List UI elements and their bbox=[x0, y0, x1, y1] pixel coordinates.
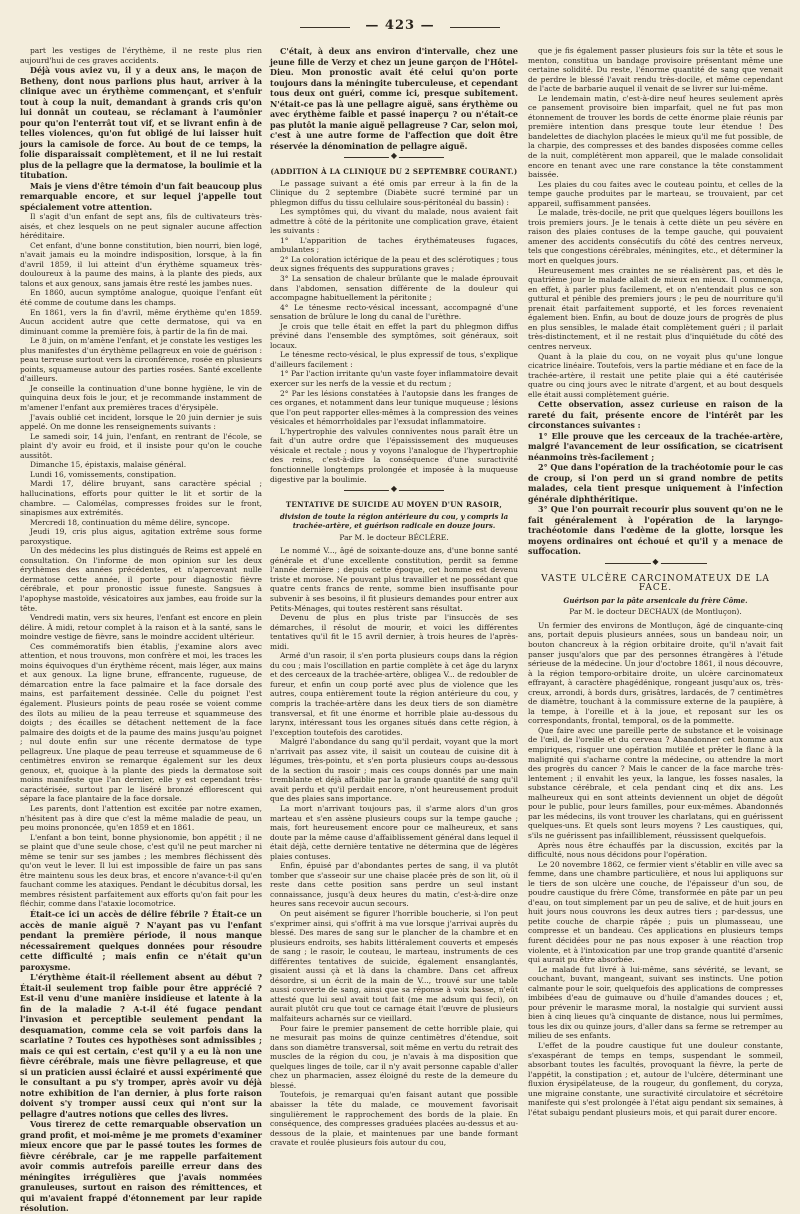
paragraph: 1° L'apparition de taches érythémateuses fugaces, ambulantes ; bbox=[270, 235, 518, 255]
paragraph: Le malade, très-docile, ne prit que quelques légers bouillons les trois premiers jours. Je le tenais à cette diète un peu sévère en raison des plaies contuses de la tempe gauche, qui pouvaient amener des accidents consécutifs du côté des centres nerveux, tels que congestions cérébrales, méningites, etc., et déterminer la mort en quelques jours. bbox=[528, 208, 783, 266]
paragraph: Vous tirerez de cette remarquable observation un grand profit, et moi-même je me promets d'examiner mieux encore que par le passé toutes les formes de fièvre cérébrale, car je me rappelle parfaitement avoir commis autrefois pareille erreur dans des méningites irrégulières que j'avais nommées granuleuses, surtout en raison des rémittences, et qui m'avaient frappé d'étonnement par leur rapide résolution. bbox=[20, 1119, 262, 1214]
paragraph: L'hypertrophie des valvules conniventes nous paraît être un fait d'un autre ordre que l'épaississement des muqueuses vésicale et rectale ; nous y voyons l'analogue de l'hypertrophie des reins, c'est-à-dire la conséquence d'une suractivité fonctionnelle longtemps prolongée et imposée à la muqueuse digestive par la boulimie. bbox=[270, 426, 518, 484]
paragraph: Vendredi matin, vers six heures, l'enfant est encore en plein délire. À midi, retour complet à la raison et à la santé, sans le moindre vestige de fièvre, sans le moindre accident ultérieur. bbox=[20, 613, 262, 642]
paragraph: Armé d'un rasoir, il s'en porta plusieurs coups dans la région du cou ; mais l'oscillation en partie complète à cet âge du larynx et des cerceaux de la trachée-artère, obligea V... de redoubler de fureur, et enfin un coup porté avec plus de violence que les autres, coupa entièrement toute la région antérieure du cou, y compris la trachée-artère dans les deux tiers de son diamètre transversal, et fit une énorme et horrible plaie au-dessous du larynx, intéressant tous les organes situés dans cette région, à l'exception toutefois des carotides. bbox=[270, 651, 518, 737]
paragraph: Lundi 16, vomissements, constipation. bbox=[30, 469, 177, 479]
paragraph: L'effet de la poudre caustique fut une douleur constante, s'exaspérant de temps en temps, suspendant le sommeil, absorbant toutes les facultés, provoquant la fièvre, la perte de l'appétit, la constipation ; et, autour de l'ulcère, déterminant une fluxion érysipélateuse, de la rougeur, du gonflement, du coryza, une migraine constante, une suractivité circulatoire et sécrétoire manifeste qui s'est prolongée à l'état aigu pendant six semaines, à l'état subaigu pendant plusieurs mois, et qui parait durer encore. bbox=[528, 1040, 783, 1117]
section-heading: TENTATIVE DE SUICIDE AU MOYEN D'UN RASOIR, bbox=[285, 500, 503, 510]
paragraph: La mort n'arrivant toujours pas, il s'arme alors d'un gros marteau et s'en assène plusieurs coups sur la tempe gauche ; mais, fort heureusement encore pour ce malheureux, et sans doute par la même cause d'affaiblissement général dans lequel il était déjà, cette dernière tentative ne détermina que de légères plaies contuses. bbox=[270, 804, 518, 861]
paragraph: 1° Elle prouve que les cerceaux de la trachée-artère, malgré l'avancement de leur ossification, se cicatrisent néanmoins très-facilement ; bbox=[528, 430, 783, 462]
paragraph: Toutefois, je remarquai qu'en faisant autant que possible abaisser la tête du malade, ce mouvement favorisait singulièrement le rapprochement des bords de la plaie. En conséquence, des compresses graduées placées au-dessus et au-dessous de la plaie, et maintenues par une bande formant cravate et roulée plusieurs fois autour du cou, bbox=[270, 1090, 518, 1148]
section-separator bbox=[270, 151, 518, 163]
paragraph: Les symptômes qui, du vivant du malade, nous avaient fait admettre à côté de la péritonite une complication grave, étaient les suivants : bbox=[270, 207, 518, 236]
paragraph: L'enfant a bon teint, bonne physionomie, bon appétit ; il ne se plaint que d'une seule chose, c'est qu'il ne peut marcher ni même se tenir sur ses jambes ; les membres fléchissent dès qu'on veut le lever. Il lui est impossible de faire un pas sans être maintenu sous les deux bras, et encore n'avance-t-il qu'en fauchant comme les ataxiques. Pendant le décubitus dorsal, les membres résistent parfaitement aux efforts qu'on fait pour les fléchir, comme dans l'ataxie locomotrice. bbox=[20, 832, 262, 909]
paragraph: Je conseille la continuation d'une bonne hygiène, le vin de quinquina deux fois le jour, et je recommande instamment de m'amener l'enfant aux premières traces d'érysipèle. bbox=[20, 383, 262, 413]
paragraph: Le lendemain matin, c'est-à-dire neuf heures seulement après ce pansement provisoire bien imparfait, quel ne fut pas mon étonnement de trouver les bords de cette énorme plaie réunis par première intention dans presque toute leur étendue ! Des bandelettes de diachylon placées le mieux qu'il me fut possible, de la charpie, des compresses et des bandes disposées comme celles de la nuit, complétèrent mon appareil, que le malade consolidait encore en tenant avec une rare constance la tête constamment baissée. bbox=[528, 93, 783, 180]
paragraph: Les parents, dont l'attention est excitée par notre examen, n'hésitent pas à dire que c'est la même maladie de peau, un peu moins prononcée, qu'en 1859 et en 1861. bbox=[20, 804, 262, 833]
paragraph: Le samedi soir, 14 juin, l'enfant, en rentrant de l'école, se plaint d'y avoir eu froid, et il insiste pour qu'on le couche aussitôt. bbox=[20, 431, 262, 460]
paragraph: Il s'agit d'un enfant de sept ans, fils de cultivateurs très-aisés, et chez lesquels on ne peut signaler aucune affection héréditaire. bbox=[20, 212, 262, 241]
page-number: — 423 — bbox=[365, 18, 435, 33]
paragraph: Ces commémoratifs bien établis, j'examine alors avec attention, et nous trouvons, mon confrère et moi, les traces les moins équivoques d'un érythème récent, mais léger, aux mains et aux genoux. La ligne brune, effrancente, rugueuse, de démarcation entre la face palmaire et la face dorsale des mains, est parfaitement dessinée. Celle du poignet l'est également. Plusieurs points de peau rosée se voient comme des îlots au milieu de la peau terreuse et squammeuse des doigts ; des écailles se détachent nettement de la face palmaire des doigts et de la paume des mains jusqu'au poignet ; nul doute enfin sur une récente dermatose de type pellagreux. Une plaque de peau terreuse et squammeuse de 6 centimètres environ se remarque également sur les deux genoux, et, quoique à la plante des pieds la dermatose soit moins manifeste que l'an dernier, elle y est cependant très-caractérisée, surtout par le liséré bronzé efflorescent qui sépare la face plantaire de la face dorsale. bbox=[20, 641, 262, 804]
paragraph: Le malade fut livré à lui-même, sans sévérité, se levant, se couchant, buvant, mangeant, suivant ses instincts. Une potion calmante pour le soir, quelquefois des applications de compresses imbibées d'eau de guimauve ou d'huile d'amandes douces ; et, pour prévenir le marasme moral, la nostalgie qui survient aussi bien à cinq lieues qu'à cinquante de distance, nous lui permîmes, tous les dix ou quinze jours, d'aller dans sa ferme se retremper au milieu de ses enfants. bbox=[528, 964, 783, 1041]
paragraph: Quant à la plaie du cou, on ne voyait plus qu'une longue cicatrice linéaire. Toutefois, vers la partie médiane et en face de la trachée-artère, il restait une petite plaie qui a été cautérisée quatre ou cinq jours avec le nitrate d'argent, et au bout desquels elle était aussi complètement guérie. bbox=[528, 351, 783, 399]
paragraph: Mardi 17, délire bruyant, sans caractère spécial ; hallucinations, efforts pour quitter le lit et sortir de la chambre. — Calomélas, compresses froides sur le front, sinapismes aux extrémités. bbox=[20, 479, 262, 518]
paragraph: En 1860, aucun symptôme analogue, quoique l'enfant eût été comme de coutume dans les champs. bbox=[20, 288, 262, 308]
article-subtitle: division de toute la région antérieure du cou, y compris la trachée-artère, et guérison radicale en douze jours. bbox=[279, 511, 509, 531]
paragraph: Malgré l'abondance du sang qu'il perdait, voyant que la mort n'arrivait pas assez vite, il saisit un couteau de cuisine dit à légumes, très-pointu, et s'en porta plusieurs coups au-dessous de la section du rasoir ; mais ces coups donnés par une main tremblante et déjà affaiblie par la grande quantité de sang qu'il avait perdu et qu'il perdait encore, n'ont heureusement produit que des plaies sans importance. bbox=[270, 737, 518, 804]
header-rule-right bbox=[450, 27, 500, 28]
paragraph: 4° Le ténesme recto-vésical incessant, accompagné d'une sensation de brûlure le long du canal de l'urèthre. bbox=[270, 302, 518, 322]
paragraph: Enfin, épuisé par d'abondantes pertes de sang, il va plutôt tomber que s'asseoir sur une chaise placée près de son lit, où il reste dans cette position sans perdre un seul instant connaissance, jusqu'à deux heures du matin, c'est-à-dire onze heures sans recevoir aucun secours. bbox=[270, 861, 518, 909]
paragraph: Devenu de plus en plus triste par l'insuccès de ses démarches, il résolut de mourir, et voici les différentes tentatives qu'il fit le 15 avril dernier, à trois heures de l'après-midi. bbox=[270, 613, 518, 651]
paragraph: L'érythème était-il réellement absent au début ? Était-il seulement trop faible pour être apprécié ? Est-il venu d'une manière insidieuse et latente à la fin de la maladie ? A-t-il été fugace pendant l'invasion et perceptible seulement pendant la desquamation, comme cela se voit parfois dans la scarlatine ? Toutes ces hypothèses sont admissibles ; mais ce qui est certain, c'est qu'il y a eu là non une fièvre cérébrale, mais une fièvre pellagreuse, et que si un praticien aussi éclairé et aussi expérimenté que le consultant a pu s'y tromper, après avoir vu déjà notre exhibition de l'an dernier, à plus forte raison doivent s'y tromper aussi ceux qui n'ont sur la pellagre d'autres notions que celles des livres. bbox=[20, 972, 262, 1119]
paragraph: C'était, à deux ans environ d'intervalle, chez une jeune fille de Verzy et chez un jeune garçon de l'Hôtel-Dieu. Mon pronostic avait été celui qu'on porte toujours dans la méningite tuberculeuse, et cependant tous deux ont guéri, comme ici, presque subitement. N'était-ce pas là une pellagre aiguë, sans érythème ou avec érythème faible et passé inaperçu ? ou n'était-ce pas plutôt la manie aiguë pellagreuse ? Car, selon moi, c'est à une autre forme de l'affection que doit être réservée la dénomination de pellagre aiguë. bbox=[270, 46, 518, 151]
header-rule-left bbox=[300, 27, 350, 28]
author-line: Par M. le docteur DECHAUX (de Montluçon). bbox=[569, 607, 742, 617]
paragraph: Jeudi 19, cris plus aigus, agitation extrême sous forme paroxystique. bbox=[20, 527, 262, 546]
page-header bbox=[0, 18, 800, 40]
paragraph: 3° La sensation de chaleur brûlante que le malade éprouvait dans l'abdomen, sensation différente de la douleur qui accompagne habituellement la péritonite ; bbox=[270, 274, 518, 303]
paragraph: Je crois que telle était en effet la part du phlegmon diffus préviné dans l'ensemble des symptômes, soit généraux, soit locaux. bbox=[270, 321, 518, 350]
paragraph: 2° Que dans l'opération de la trachéotomie pour le cas de croup, si l'on perd un si grand nombre de petits malades, cela tient presque uniquement à l'infection générale diphthéritique. bbox=[528, 462, 783, 504]
paragraph: Le nommé V..., âgé de soixante-douze ans, d'une bonne santé générale et d'une excellente constitution, perdit sa femme l'année dernière ; depuis cette époque, cet homme est devenu triste et morose. Ne pouvant plus travailler et ne possédant que quatre cents francs de rente, somme bien insuffisante pour subvenir à ses besoins, il fit plusieurs demandes pour entrer aux Petits-Ménages, qui toutes restèrent sans résultat. bbox=[270, 546, 518, 613]
author-line: Par M. le docteur BÉCLÈRE. bbox=[339, 532, 449, 542]
paragraph: 1° Par l'action irritante qu'un vaste foyer inflammatoire devait exercer sur les nerfs de la vessie et du rectum ; bbox=[270, 369, 518, 389]
paragraph: Dimanche 15, épistaxis, malaise général. bbox=[30, 460, 187, 470]
paragraph: Pour faire le premier pansement de cette horrible plaie, qui ne mesurait pas moins de quinze centimètres d'étendue, soit dans son diamètre transversal, soit même en vertu du retrait des muscles de la région du cou, je n'avais à ma disposition que quelques linges de toile, car il n'y avait personne capable d'aller chez un pharmacien, assez éloigné du reste de la demeure du blessé. bbox=[270, 1023, 518, 1090]
paragraph: En 1861, vers la fin d'avril, même érythème qu'en 1859. Aucun accident autre que cette dermatose, qui va en diminuant comme la première fois, à partir de la fin de mai. bbox=[20, 307, 262, 336]
paragraph: 2° La coloration ictérique de la peau et des sclérotiques ; tous deux signes fréquents des suppurations graves ; bbox=[270, 254, 518, 274]
article-subtitle: Guérison par la pâte arsenicale du frère Côme. bbox=[563, 595, 748, 605]
column-3 bbox=[528, 46, 783, 1146]
paragraph: que je fis également passer plusieurs fois sur la tête et sous le menton, constitua un bandage provisoire présentant même une certaine solidité. Du reste, l'énorme quantité de sang que venait de perdre le blessé l'avait rendu très-docile, et même cependant de l'acte de barbarie auquel il venait de se livrer sur lui-même. bbox=[528, 46, 783, 94]
paragraph: Un fermier des environs de Montluçon, âgé de cinquante-cinq ans, portait depuis plusieurs années, sous un bandeau noir, un bouton chancreux à la région orbitaire droite, qu'il n'avait fait panser jusqu'alors que par des personnes étrangères à l'étude sérieuse de la médecine. Un jour d'octobre 1861, il nous découvre, à la région temporo-orbitaire droite, un ulcère carcinomateux effrayant, à caractère phagédénique, rongeant jusqu'aux os, très-creux, arrondi, à bords durs, grisâtres, lardacés, de 7 centimètres de diamètre, touchant à la commissure externe de la paupière, à la tempe, à l'oreille et à la joue, et reposant sur les os correspondants, frontal, temporal, os de la pommette. bbox=[528, 620, 783, 726]
paragraph: Cette observation, assez curieuse en raison de la rareté du fait, présente encore de l'intérêt par les circonstances suivantes : bbox=[528, 399, 783, 431]
paragraph: Le ténesme recto-vésical, le plus expressif de tous, s'explique d'ailleurs facilement : bbox=[270, 350, 518, 369]
paragraph: 3° Que l'on pourrait recourir plus souvent qu'on ne le fait généralement à l'opération de la laryngo-trachéotomie dans l'œdème de la glotte, lorsque les moyens ordinaires ont échoué et qu'il y a menace de suffocation. bbox=[528, 504, 783, 557]
section-heading: (ADDITION À LA CLINIQUE DU 2 SEPTEMBRE COURANT.) bbox=[270, 167, 518, 176]
paragraph: 2° Par les lésions constatées à l'autopsie dans les franges de ces organes, et notamment dans leur tunique muqueuse ; lésions que l'on peut rapporter elles-mêmes à la compression des veines vésicales et hémorrhoïdales par l'exsudat inflammatoire. bbox=[270, 388, 518, 427]
paragraph: Déjà vous aviez vu, il y a deux ans, le maçon de Betheny, dont nous parlions plus haut, arriver à la clinique avec un érythème commençant, et s'enfuir tout à coup la nuit, demandant à grands cris qu'on lui donnât un couteau, se réclamant à l'aumônier pour qu'on l'enterrât tout vif, et se livrant enfin à de telles violences, qu'on fut obligé de lui laisser huit jours la camisole de force. Au bout de ce temps, la folie disparaissait complètement, et il ne lui restait plus de la pellagre que la dermatose, la boulimie et la titubation. bbox=[20, 65, 262, 181]
paragraph: Mais je viens d'être témoin d'un fait beaucoup plus remarquable encore, et sur lequel j'appelle tout spécialement votre attention. bbox=[20, 180, 262, 212]
section-separator bbox=[270, 484, 518, 496]
column-2 bbox=[270, 46, 518, 1146]
paragraph: Heureusement mes craintes ne se réalisèrent pas, et dès le quatrième jour le malade allait de mieux en mieux. Il commença, en effet, à parler plus facilement, et on n'entendait plus ce son guttural et pénible des premiers jours ; le peu de nourriture qu'il prenait était parfaitement supporté, et les forces revenaient également bien. Enfin, au bout de douze jours de progrès de plus en plus sensibles, le malade était complètement guéri ; il parlait très-distinctement, et il ne restait plus d'inquiétude du côté des centres nerveux. bbox=[528, 265, 783, 351]
article-title: VASTE ULCÈRE CARCINOMATEUX DE LA FACE. bbox=[541, 573, 770, 594]
paragraph: part les vestiges de l'érythème, il ne reste plus rien aujourd'hui de ces graves accidents. bbox=[20, 46, 262, 65]
paragraph: J'avais oublié cet incident, lorsque le 20 juin dernier je suis appelé. On me donne les renseignements suivants : bbox=[20, 412, 262, 432]
paragraph: Cet enfant, d'une bonne constitution, bien nourri, bien logé, n'avait jamais eu la moindre indisposition, lorsque, à la fin d'avril 1859, il lui atteint d'un érythème squameux très-douloureux à la paume des mains, à la plante des pieds, aux talons et aux genoux, sans jamais être resté les jambes nues. bbox=[20, 240, 262, 288]
paragraph: Après nous être échauffés par la discussion, excités par la difficulté, nous nous décidons pour l'opération. bbox=[528, 840, 783, 860]
paragraph: Était-ce ici un accès de délire fébrile ? Était-ce un accès de manie aiguë ? N'ayant pas vu l'enfant pendant la première période, il nous manque nécessairement quelques données pour résoudre cette difficulté ; mais enfin ce n'était qu'un paroxysme. bbox=[20, 909, 262, 972]
paragraph: On peut aisément se figurer l'horrible boucherie, si l'on peut s'exprimer ainsi, qui s'offrit à ma vue lorsque j'arrivai auprès du blessé. Des mares de sang sur le plancher de la chambre et en plusieurs endroits, ses habits littéralement couverts et empesés de sang ; le rasoir, le couteau, le marteau, instruments de ces différentes tentatives de suicide, également ensanglantés, gisaient aussi çà et là dans la chambre. Dans cet affreux désordre, si un écrit de la main de V..., trouvé sur une table aussi couverte de sang, ainsi que sa réponse à voix basse, n'eût attesté que lui seul avait tout fait (me me adsum qui feci), on aurait plutôt cru que tout ce carnage était l'œuvre de plusieurs malfaiteurs acharnés sur ce vieillard. bbox=[270, 909, 518, 1024]
paragraph: Le 8 juin, on m'amène l'enfant, et je constate les vestiges les plus manifestes d'un érythème pellagreux en voie de guérison : peau terreuse surtout vers la circonférence, rosée en plusieurs points, squameuse autour des parties rosées. Santé excellente d'ailleurs. bbox=[20, 336, 262, 384]
paragraph: Un des médecins les plus distingués de Reims est appelé en consultation. On l'informe de mon opinion sur les deux érythèmes des années précédentes, et n'apercevant nulle dermatose cette année, il porte pour diagnostic fièvre cérébrale, et pour pronostic issue funeste. Sangsues à l'apophyse mastoïde, vésicatoires aux jambes, eau froide sur la tête. bbox=[20, 546, 262, 613]
paragraph: Mercredi 18, continuation du même délire, syncope. bbox=[30, 517, 230, 527]
section-separator bbox=[528, 557, 783, 569]
column-1 bbox=[20, 46, 262, 1214]
paragraph: Que faire avec une pareille perte de substance et le voisinage de l'œil, de l'oreille et du cerveau ? Abandonner cet homme aux empiriques, risquer une opération mutilée et prêter le flanc à la malignité qui s'acharne contre la médecine, ou attendre la mort des progrès du cancer ? Mais le cancer de la face marche très-lentement ; il envahit les yeux, la langue, les fosses nasales, la substance cérébrale, et cela pendant cinq et dix ans. Les malheureux qui en sont atteints deviennent un objet de dégoût pour le public, pour leurs familles, pour eux-mêmes. Abandonnés par les médecins, ils vont trouver les charlatans, qui en guérissent quelques-uns. Et quels sont leurs moyens ? Les caustiques, qui, s'ils ne guérissent pas infailliblement, réussissent quelquefois. bbox=[528, 725, 783, 840]
paragraph: Les plaies du cou faites avec le couteau pointu, et celles de la tempe gauche produites par le marteau, se trouvaient, par cet appareil, suffisamment pansées. bbox=[528, 179, 783, 208]
paragraph: Le passage suivant a été omis par erreur à la fin de la Clinique du 2 septembre (Diabète sucré terminé par un phlegmon diffus du tissu cellulaire sous-péritonéal du bassin) : bbox=[270, 178, 518, 207]
paragraph: Le 20 novembre 1862, ce fermier vient s'établir en ville avec sa femme, dans une chambre particulière, et nous lui appliquons sur le tiers de son ulcère une couche, de l'épaisseur d'un sou, de poudre caustique du frère Côme, transformée en pâte par un peu d'eau, on tout simplement par un peu de salive, et de huit jours en huit jours nous couvrons les deux autres tiers ; par-dessus, une petite couche de charpie râpée ; puis un plumasseau, une compresse et un bandeau. Ces applications en plusieurs temps furent décidées pour ne pas nous exposer à une réaction trop violente, et à l'intoxication par une trop grande quantité d'arsenic qui aurait pu être absorbée. bbox=[528, 859, 783, 965]
